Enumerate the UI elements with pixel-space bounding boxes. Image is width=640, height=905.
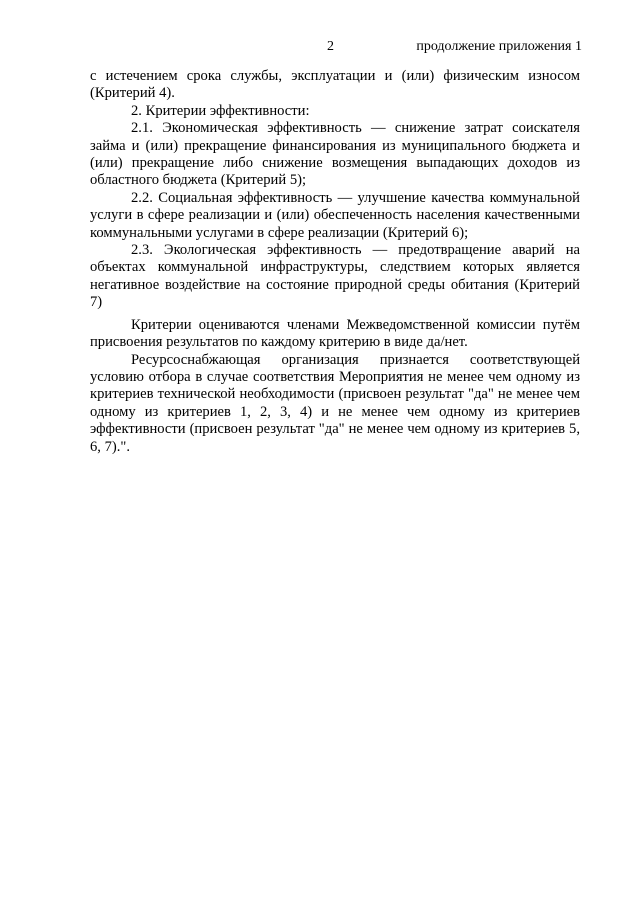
paragraph: 2.1. Экономическая эффективность — снижение затрат соискателя займа и (или) прекращение финансирования из муниципального бюджета и (или) прекращение либо снижение возмещения выпадающих доходов из областного бюджета (Критерий 5); [90, 120, 580, 189]
page-number: 2 [327, 39, 334, 54]
paragraph: 2. Критерии эффективности: [131, 102, 310, 119]
paragraph: 2.2. Социальная эффективность — улучшение качества коммунальной услуги в сфере реализации и (или) обеспеченность населения качественными коммунальными услугами в сфере реализации (Критерий 6); [90, 189, 580, 241]
paragraph: с истечением срока службы, эксплуатации и (или) физическим износом (Критерий 4). [90, 68, 580, 102]
paragraph: Критерии оцениваются членами Межведомственной комиссии путём присвоения результатов по каждому критерию в виде да/нет. [90, 316, 580, 351]
paragraph: Ресурсоснабжающая организация признается соответствующей условию отбора в случае соответствия Мероприятия не менее чем одному из критериев технической необходимости (присвоен результат "да" не менее чем одному из критериев 1, 2, 3, 4) и не менее чем одному из критериев эффективности (присвоен результат "да" не менее чем одному из критериев 5, 6, 7).". [90, 351, 580, 455]
document-body [90, 68, 580, 456]
paragraph: 2.3. Экологическая эффективность — предотвращение аварий на объектах коммунальной инфраструктуры, следствием которых является негативное воздействие на состояние природной среды обитания (Критерий 7) [90, 242, 580, 311]
appendix-continuation-label: продолжение приложения 1 [416, 39, 582, 54]
